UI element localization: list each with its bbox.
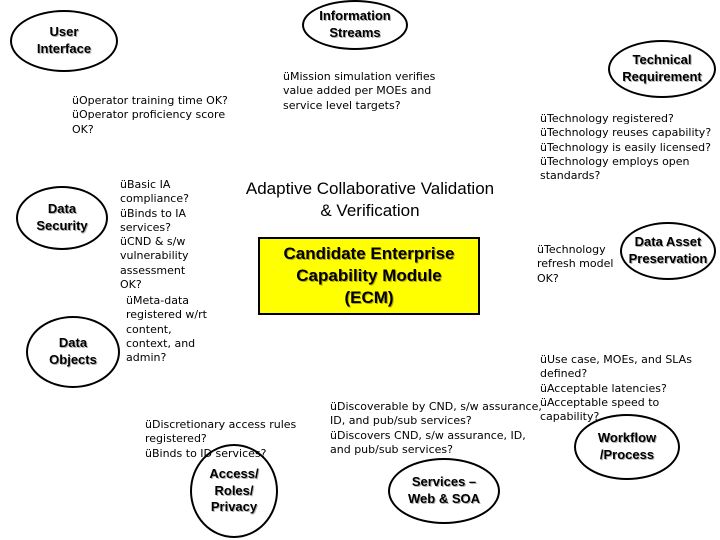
user-interface-label: User Interface [36,24,92,56]
data-security-node [16,186,108,250]
information-streams-label: Information Streams [319,8,391,40]
access-roles-privacy-label: Access/ Roles/ Privacy [209,465,259,515]
technical-requirement-criteria: üTechnology registered? üTechnology reuses capability? üTechnology is easily licensed? üTechnology employs open standards? [540,112,712,183]
data-asset-preservation-criteria: üTechnology refresh model OK? [537,243,614,285]
data-asset-preservation-node [620,222,716,280]
information-streams-node [302,0,408,50]
services-web-soa-node [388,458,500,524]
diagram-title: Adaptive Collaborative Validation & Verification [245,179,495,221]
data-objects-criteria: üMeta-data registered w/rt content, context, and admin? [126,294,207,365]
workflow-process-criteria: üUse case, MOEs, and SLAs defined? üAcceptable latencies? üAcceptable speed to capability? [540,353,692,424]
data-objects-label: Data Objects [49,335,97,367]
data-objects-node [26,316,120,388]
data-asset-preservation-label: Data Asset Preservation [628,234,708,266]
data-security-criteria: üBasic IA compliance? üBinds to IA services? üCND & s/w vulnerability assessment OK? [120,178,189,292]
technical-requirement-node [608,40,716,98]
ecm-box: Candidate Enterprise Capability Module (ECM) [258,237,480,315]
information-streams-criteria: üMission simulation verifies value added per MOEs and service level targets? [283,70,436,112]
services-web-soa-label: Services – Web & SOA [408,474,480,506]
access-roles-privacy-criteria: üDiscretionary access rules registered? üBinds to ID services? [145,418,297,460]
technical-requirement-label: Technical Requirement [622,52,702,84]
user-interface-node [10,10,118,72]
data-security-label: Data Security [36,201,88,233]
user-interface-criteria: üOperator training time OK? üOperator proficiency score OK? [72,94,228,136]
workflow-process-label: Workflow /Process [597,430,657,462]
services-web-soa-criteria: üDiscoverable by CND, s/w assurance, ID, and pub/sub services? üDiscovers CND, s/w assurance, ID, and pub/sub services? [330,400,542,456]
